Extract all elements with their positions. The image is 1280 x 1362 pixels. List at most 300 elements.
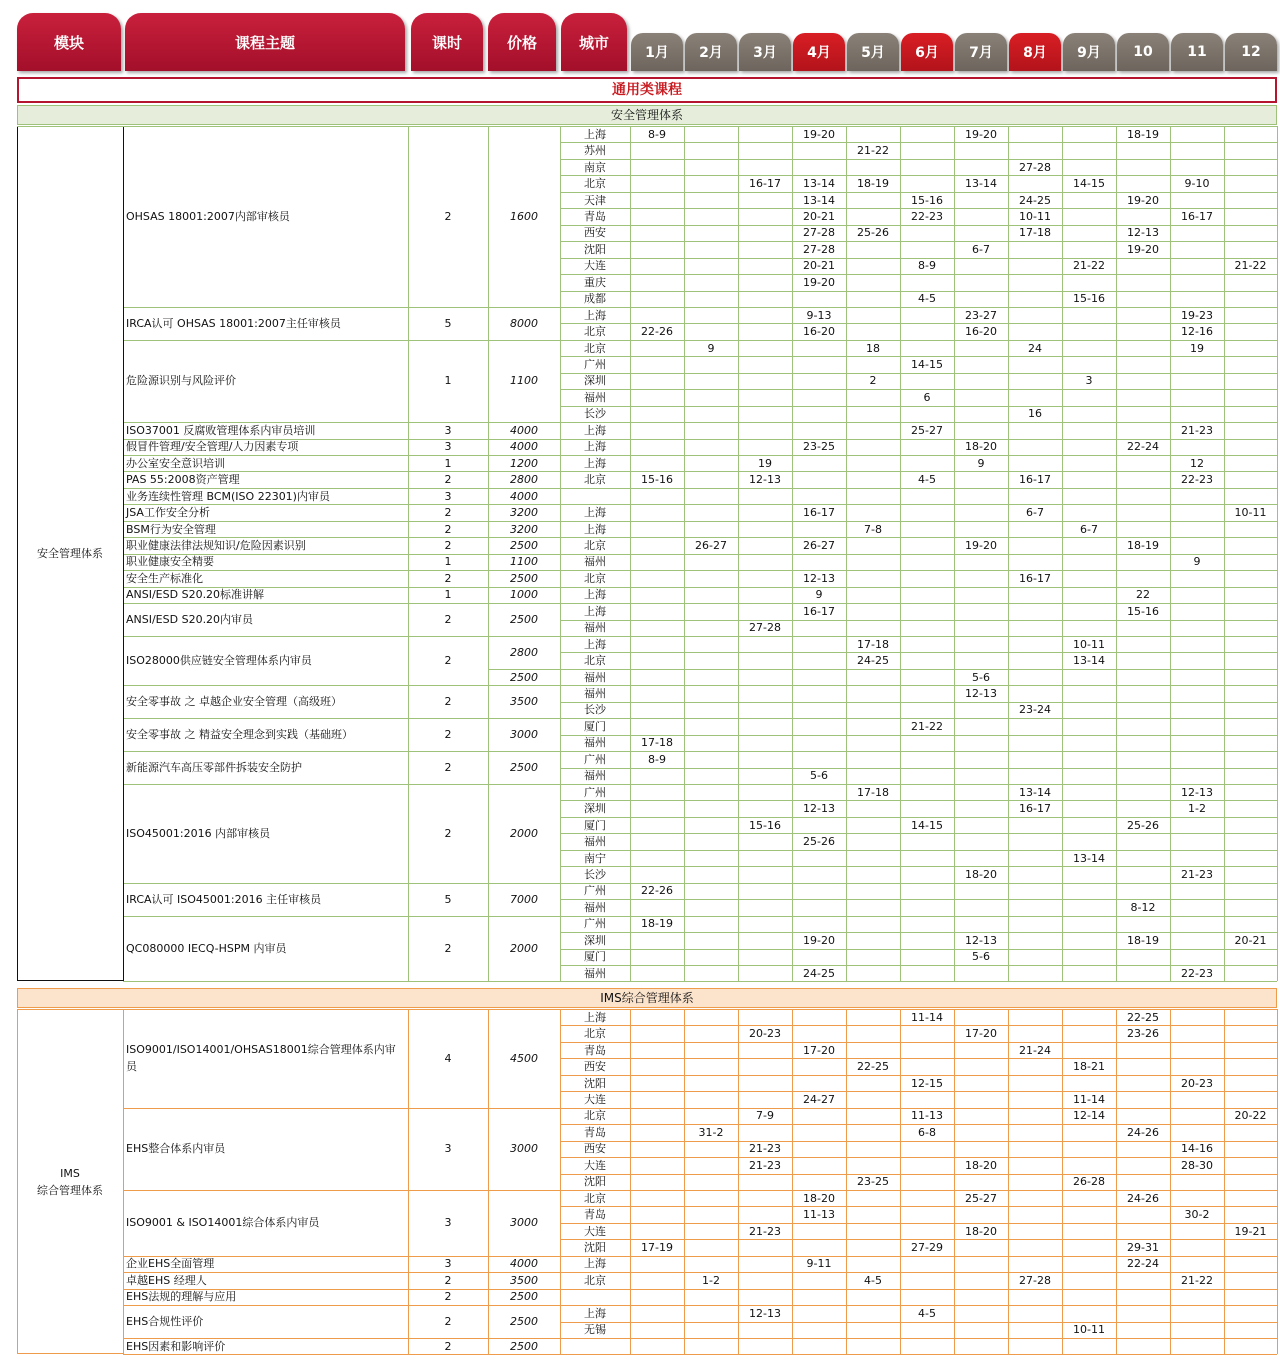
date-cell [954, 406, 1008, 422]
date-cell [1170, 274, 1224, 290]
date-cell [1116, 1174, 1170, 1190]
date-cell: 18-19 [1127, 127, 1159, 141]
date-cell [1116, 340, 1170, 356]
date-cell [684, 587, 738, 603]
city-cell [560, 1289, 630, 1305]
date-cell [630, 1289, 684, 1305]
date-cell [738, 718, 792, 734]
date-cell [1170, 883, 1224, 899]
date-cell: 25-26 [857, 226, 889, 240]
date-cell [738, 126, 792, 142]
date-cell [846, 1025, 900, 1041]
month-tab-11: 11 [1171, 33, 1223, 71]
date-cell: 2 [869, 374, 877, 388]
date-cell [684, 636, 738, 652]
course-hours: 2 [444, 1339, 452, 1353]
date-cell [1224, 587, 1277, 603]
date-cell [1008, 1206, 1062, 1222]
date-cell [684, 1174, 738, 1190]
date-cell [846, 1141, 900, 1157]
general-courses-banner: 通用类课程 [17, 77, 1277, 103]
date-cell [1008, 1256, 1062, 1272]
course-hours: 2 [444, 522, 452, 536]
header-col-0: 模块 [17, 13, 121, 71]
city-cell: 福州 [584, 555, 606, 569]
date-cell [1116, 702, 1170, 718]
date-cell: 11-13 [803, 1208, 835, 1222]
date-cell [1008, 1009, 1062, 1025]
course-hours: 2 [444, 612, 452, 626]
date-cell: 6-8 [918, 1125, 936, 1139]
date-cell: 12-14 [1073, 1109, 1105, 1123]
date-cell [1116, 274, 1170, 290]
date-cell: 18-20 [803, 1191, 835, 1205]
date-cell [900, 735, 954, 751]
course-name: ISO9001/ISO14001/OHSAS18001综合管理体系内审员 [126, 1043, 396, 1074]
module-label-line: IMS [60, 1166, 80, 1180]
date-cell [954, 488, 1008, 504]
header-col-4: 城市 [561, 13, 627, 71]
date-cell [900, 916, 954, 932]
date-cell [846, 1009, 900, 1025]
course-name: ISO37001 反腐败管理体系内审员培训 [126, 423, 316, 437]
date-cell [1062, 1239, 1116, 1255]
date-cell: 13-14 [1073, 851, 1105, 865]
date-cell: 15-16 [641, 473, 673, 487]
date-cell [900, 587, 954, 603]
date-cell [900, 274, 954, 290]
date-cell [630, 1058, 684, 1074]
date-cell [792, 620, 846, 636]
city-cell: 北京 [584, 654, 606, 668]
course-price: 1000 [510, 588, 538, 602]
date-cell [630, 537, 684, 553]
date-cell: 23-25 [803, 440, 835, 454]
date-cell [954, 274, 1008, 290]
course-name: ISO45001:2016 内部审核员 [126, 826, 271, 840]
course-hours: 2 [444, 473, 452, 487]
date-cell [900, 1157, 954, 1173]
date-cell: 21-23 [1181, 867, 1213, 881]
date-cell [846, 833, 900, 849]
date-cell [1224, 1009, 1277, 1025]
date-cell [1116, 471, 1170, 487]
date-cell: 7-9 [756, 1109, 774, 1123]
date-cell [630, 685, 684, 701]
city-cell: 苏州 [584, 144, 606, 158]
grid-line-v [684, 1009, 685, 1354]
course-name: EHS法规的理解与应用 [126, 1290, 237, 1304]
city-cell: 大连 [584, 1224, 606, 1238]
date-cell [846, 1075, 900, 1091]
date-cell [1170, 142, 1224, 158]
date-cell [792, 1289, 846, 1305]
header-col-1: 课程主题 [125, 13, 405, 71]
date-cell: 27-28 [803, 226, 835, 240]
date-cell [1062, 620, 1116, 636]
date-cell [1008, 291, 1062, 307]
date-cell [630, 274, 684, 290]
date-cell: 9-13 [806, 308, 832, 322]
date-cell [900, 1174, 954, 1190]
date-cell [900, 620, 954, 636]
date-cell [1008, 850, 1062, 866]
course-price: 4000 [510, 423, 538, 437]
date-cell: 17-18 [1019, 226, 1051, 240]
course-hours: 2 [444, 1315, 452, 1329]
date-cell [1062, 274, 1116, 290]
course-name: ANSI/ESD S20.20标准讲解 [126, 588, 265, 602]
course-name: 假冒件管理/安全管理/人力因素专项 [126, 440, 299, 454]
course-name: 危险源识别与风险评价 [126, 374, 236, 388]
grid-line-v [954, 1009, 955, 1354]
course-price: 4000 [510, 1257, 538, 1271]
course-name: 职业健康法律法规知识/危险因素识别 [126, 538, 306, 552]
date-cell: 1-2 [1188, 802, 1206, 816]
date-cell [1116, 406, 1170, 422]
date-cell [792, 1124, 846, 1140]
date-cell: 17-20 [803, 1043, 835, 1057]
date-cell [738, 554, 792, 570]
date-cell [630, 1108, 684, 1124]
date-cell [630, 1124, 684, 1140]
date-cell [1116, 636, 1170, 652]
date-cell [792, 1338, 846, 1354]
date-cell [1008, 1174, 1062, 1190]
date-cell [846, 570, 900, 586]
date-cell [846, 1206, 900, 1222]
date-cell [954, 225, 1008, 241]
date-cell [684, 1042, 738, 1058]
date-cell [1008, 932, 1062, 948]
date-cell [1008, 1190, 1062, 1206]
date-cell: 8-12 [1130, 900, 1156, 914]
course-price: 2500 [510, 571, 538, 585]
course-hours: 2 [444, 941, 452, 955]
date-cell [630, 142, 684, 158]
city-cell: 上海 [584, 440, 606, 454]
date-cell: 22-23 [1181, 966, 1213, 980]
date-cell [1062, 751, 1116, 767]
date-cell [1224, 899, 1277, 915]
date-cell [684, 1009, 738, 1025]
date-cell: 15-16 [1073, 292, 1105, 306]
date-cell [1224, 241, 1277, 257]
date-cell [630, 587, 684, 603]
date-cell [630, 1223, 684, 1239]
date-cell [630, 291, 684, 307]
date-cell [1008, 899, 1062, 915]
date-cell [1008, 685, 1062, 701]
date-cell [738, 916, 792, 932]
date-cell [846, 439, 900, 455]
date-cell [792, 471, 846, 487]
date-cell: 5-6 [972, 950, 990, 964]
date-cell [1008, 126, 1062, 142]
city-cell: 广州 [584, 358, 606, 372]
date-cell [1170, 702, 1224, 718]
date-cell [738, 1322, 792, 1338]
city-cell: 深圳 [584, 933, 606, 947]
date-cell [954, 784, 1008, 800]
course-price: 2000 [510, 941, 538, 955]
date-cell [1224, 1075, 1277, 1091]
date-cell [684, 439, 738, 455]
date-cell [630, 175, 684, 191]
date-cell: 22-23 [911, 209, 943, 223]
date-cell [792, 1009, 846, 1025]
date-cell [954, 570, 1008, 586]
date-cell: 10-11 [1073, 637, 1105, 651]
date-cell [684, 389, 738, 405]
date-cell [1062, 1124, 1116, 1140]
date-cell: 21-22 [857, 144, 889, 158]
date-cell [1062, 669, 1116, 685]
date-cell [738, 866, 792, 882]
date-cell [630, 1190, 684, 1206]
date-cell [630, 1141, 684, 1157]
date-cell: 17-18 [641, 736, 673, 750]
date-cell [684, 784, 738, 800]
date-cell: 23-25 [857, 1175, 889, 1189]
month-tab-3: 3月 [739, 33, 791, 71]
date-cell [1170, 1091, 1224, 1107]
date-cell [792, 1058, 846, 1074]
date-cell [900, 833, 954, 849]
date-cell [1170, 636, 1224, 652]
date-cell [954, 471, 1008, 487]
course-price: 4500 [510, 1051, 538, 1065]
date-cell [1116, 1091, 1170, 1107]
date-cell: 27-28 [1019, 1273, 1051, 1287]
grid-line-h [17, 126, 1277, 127]
date-cell [630, 1091, 684, 1107]
date-cell [954, 1272, 1008, 1288]
date-cell [792, 291, 846, 307]
date-cell [1116, 554, 1170, 570]
date-cell [738, 1190, 792, 1206]
date-cell: 17-19 [641, 1241, 673, 1255]
date-cell [846, 488, 900, 504]
date-cell [1008, 389, 1062, 405]
date-cell [1170, 817, 1224, 833]
course-name: IRCA认可 ISO45001:2016 主任审核员 [126, 892, 322, 906]
date-cell [792, 1305, 846, 1321]
date-cell: 18-19 [641, 917, 673, 931]
city-cell [560, 488, 630, 504]
date-cell [1224, 521, 1277, 537]
date-cell [954, 916, 1008, 932]
date-cell [900, 439, 954, 455]
date-cell [1224, 488, 1277, 504]
date-cell [1062, 192, 1116, 208]
date-cell [954, 192, 1008, 208]
date-cell [1062, 1025, 1116, 1041]
date-cell: 16-17 [1019, 473, 1051, 487]
course-hours: 1 [444, 374, 452, 388]
date-cell: 18 [866, 341, 880, 355]
city-cell: 大连 [584, 1092, 606, 1106]
date-cell [792, 1075, 846, 1091]
date-cell [684, 669, 738, 685]
date-cell [900, 702, 954, 718]
city-cell: 南宁 [584, 851, 606, 865]
date-cell [630, 373, 684, 389]
course-hours: 2 [444, 695, 452, 709]
date-cell [1116, 175, 1170, 191]
date-cell [1008, 142, 1062, 158]
date-cell: 18-20 [965, 867, 997, 881]
city-cell: 福州 [584, 736, 606, 750]
date-cell [1062, 1075, 1116, 1091]
date-cell [846, 1289, 900, 1305]
date-cell [954, 603, 1008, 619]
date-cell: 4-5 [918, 1306, 936, 1320]
date-cell [1008, 521, 1062, 537]
city-cell: 厦门 [584, 719, 606, 733]
date-cell [630, 422, 684, 438]
date-cell [792, 636, 846, 652]
date-cell [954, 965, 1008, 981]
date-cell [630, 603, 684, 619]
city-cell: 福州 [584, 966, 606, 980]
date-cell [1008, 1025, 1062, 1041]
city-cell: 上海 [584, 308, 606, 322]
date-cell [1062, 932, 1116, 948]
date-cell [792, 1239, 846, 1255]
date-cell [684, 192, 738, 208]
date-cell [1170, 537, 1224, 553]
date-cell [900, 340, 954, 356]
date-cell: 1-2 [702, 1273, 720, 1287]
date-cell [846, 768, 900, 784]
date-cell: 24-27 [803, 1092, 835, 1106]
date-cell [738, 932, 792, 948]
date-cell [1116, 866, 1170, 882]
date-cell: 22-26 [641, 884, 673, 898]
date-cell: 17-18 [857, 637, 889, 651]
date-cell [900, 685, 954, 701]
date-cell [738, 850, 792, 866]
date-cell [954, 1305, 1008, 1321]
grid-line-v [408, 1009, 409, 1354]
date-cell [1224, 356, 1277, 372]
city-cell: 上海 [584, 127, 606, 141]
date-cell [1224, 208, 1277, 224]
date-cell [954, 1256, 1008, 1272]
date-cell [1008, 258, 1062, 274]
date-cell: 9-11 [806, 1257, 832, 1271]
date-cell [846, 1124, 900, 1140]
city-cell: 深圳 [584, 374, 606, 388]
date-cell [1062, 603, 1116, 619]
date-cell [900, 159, 954, 175]
date-cell [1224, 126, 1277, 142]
date-cell [738, 1091, 792, 1107]
date-cell [792, 817, 846, 833]
date-cell [954, 1042, 1008, 1058]
date-cell [954, 1338, 1008, 1354]
city-cell: 成都 [584, 292, 606, 306]
course-name: JSA工作安全分析 [126, 506, 210, 520]
date-cell [846, 702, 900, 718]
date-cell: 7-8 [864, 522, 882, 536]
course-name: 企业EHS全面管理 [126, 1257, 215, 1271]
date-cell [1170, 685, 1224, 701]
date-cell [1116, 1042, 1170, 1058]
date-cell: 11-13 [911, 1109, 943, 1123]
date-cell [738, 323, 792, 339]
city-cell: 青岛 [584, 209, 606, 223]
city-cell: 福州 [584, 390, 606, 404]
date-cell [1170, 1009, 1224, 1025]
date-cell [1170, 620, 1224, 636]
course-hours: 3 [444, 1142, 452, 1156]
course-name: ISO9001 & ISO14001综合体系内审员 [126, 1216, 320, 1230]
date-cell [630, 488, 684, 504]
date-cell [684, 768, 738, 784]
date-cell [846, 208, 900, 224]
date-cell [1116, 1305, 1170, 1321]
course-hours: 2 [444, 209, 452, 223]
date-cell [630, 949, 684, 965]
date-cell [1224, 142, 1277, 158]
date-cell [1062, 1272, 1116, 1288]
date-cell [1116, 1223, 1170, 1239]
date-cell [792, 652, 846, 668]
date-cell [1170, 833, 1224, 849]
city-cell: 青岛 [584, 1125, 606, 1139]
date-cell: 19-20 [803, 275, 835, 289]
date-cell [738, 274, 792, 290]
course-name: 安全生产标准化 [126, 571, 203, 585]
date-cell: 3 [1085, 374, 1093, 388]
date-cell [1224, 537, 1277, 553]
date-cell [846, 1256, 900, 1272]
grid-line-v [1116, 126, 1117, 981]
date-cell [1116, 159, 1170, 175]
date-cell [630, 718, 684, 734]
date-cell [1224, 323, 1277, 339]
course-price: 1100 [510, 555, 538, 569]
date-cell [684, 685, 738, 701]
date-cell [1170, 1025, 1224, 1041]
date-cell: 9 [977, 456, 985, 470]
course-hours: 2 [444, 538, 452, 552]
grid-line-v [1116, 1009, 1117, 1354]
date-cell: 19-20 [965, 127, 997, 141]
date-cell [846, 620, 900, 636]
date-cell [1008, 175, 1062, 191]
date-cell [738, 1206, 792, 1222]
date-cell [1062, 241, 1116, 257]
date-cell [1116, 504, 1170, 520]
grid-line-v [408, 126, 409, 981]
date-cell [954, 636, 1008, 652]
date-cell [1008, 439, 1062, 455]
date-cell [630, 636, 684, 652]
date-cell [792, 850, 846, 866]
date-cell [684, 932, 738, 948]
date-cell [738, 603, 792, 619]
date-cell [954, 504, 1008, 520]
date-cell [846, 883, 900, 899]
date-cell [684, 471, 738, 487]
date-cell [846, 1322, 900, 1338]
date-cell [630, 702, 684, 718]
date-cell [1062, 702, 1116, 718]
date-cell [1170, 949, 1224, 965]
